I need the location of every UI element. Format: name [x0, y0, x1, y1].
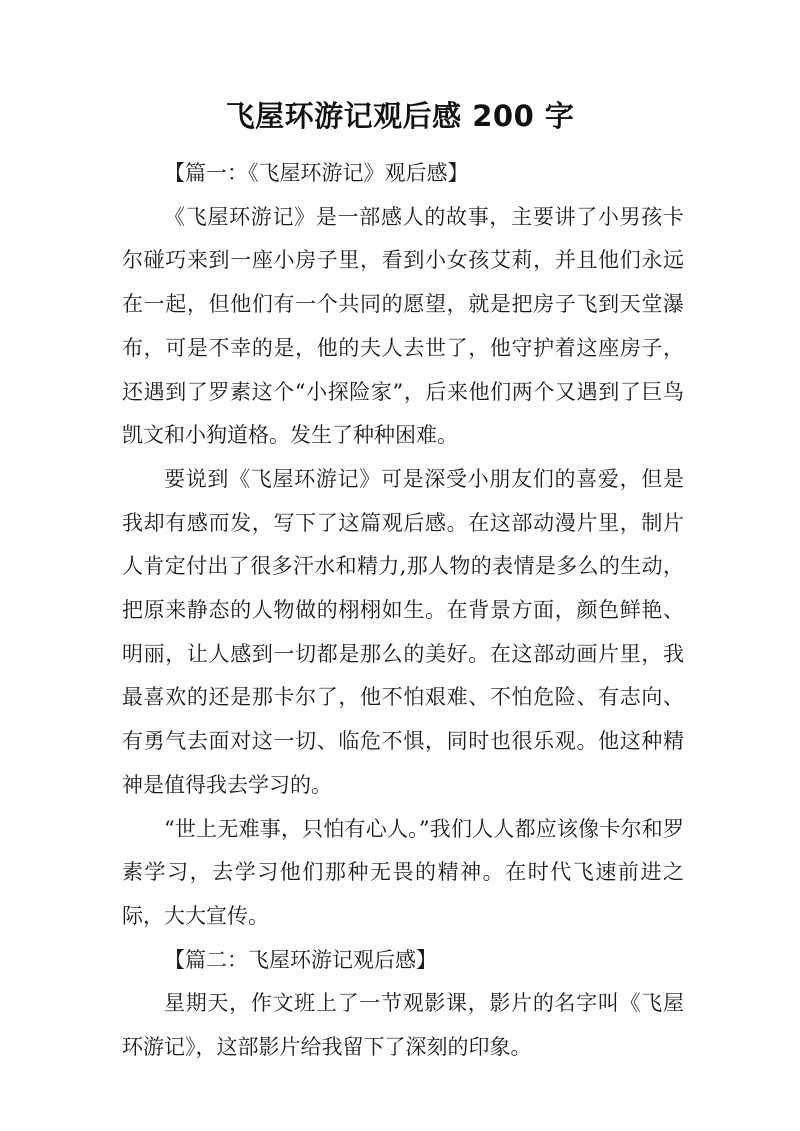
paragraph-1: 《飞屋环游记》是一部感人的故事，主要讲了小男孩卡尔碰巧来到一座小房子里，看到小女孩艾莉，并且他们永远在一起，但他们有一个共同的愿望，就是把房子飞到天堂瀑布，可是不幸的是，他的夫人去世了，他守护着这座房子，还遇到了罗素这个“小探险家”，后来他们两个又遇到了巨鸟凯文和小狗道格。发生了种种困难。 — [122, 204, 684, 448]
document-title: 飞屋环游记观后感 200 字 — [225, 99, 575, 133]
document-body — [122, 152, 684, 1070]
paragraph-2: 要说到《飞屋环游记》可是深受小朋友们的喜爱，但是我却有感而发，写下了这篇观后感。在这部动漫片里，制片人肯定付出了很多汗水和精力,那人物的表情是多么的生动，把原来静态的人物做的栩栩如生。在背景方面，颜色鲜艳、明丽，让人感到一切都是那么的美好。在这部动画片里，我最喜欢的还是那卡尔了，他不怕艰难、不怕危险、有志向、有勇气去面对这一切、临危不惧，同时也很乐观。他这种精神是值得我去学习的。 — [122, 466, 684, 797]
paragraph-4: 星期天，作文班上了一节观影课，影片的名字叫《飞屋环游记》，这部影片给我留下了深刻的印象。 — [122, 991, 684, 1060]
paragraph-3: “世上无难事，只怕有心人。”我们人人都应该像卡尔和罗素学习，去学习他们那种无畏的精神。在时代飞速前进之际，大大宣传。 — [122, 816, 684, 928]
section-heading-1: 【篇一：《飞屋环游记》观后感】 — [164, 161, 469, 185]
section-heading-2: 【篇二：飞屋环游记观后感】 — [164, 947, 437, 972]
